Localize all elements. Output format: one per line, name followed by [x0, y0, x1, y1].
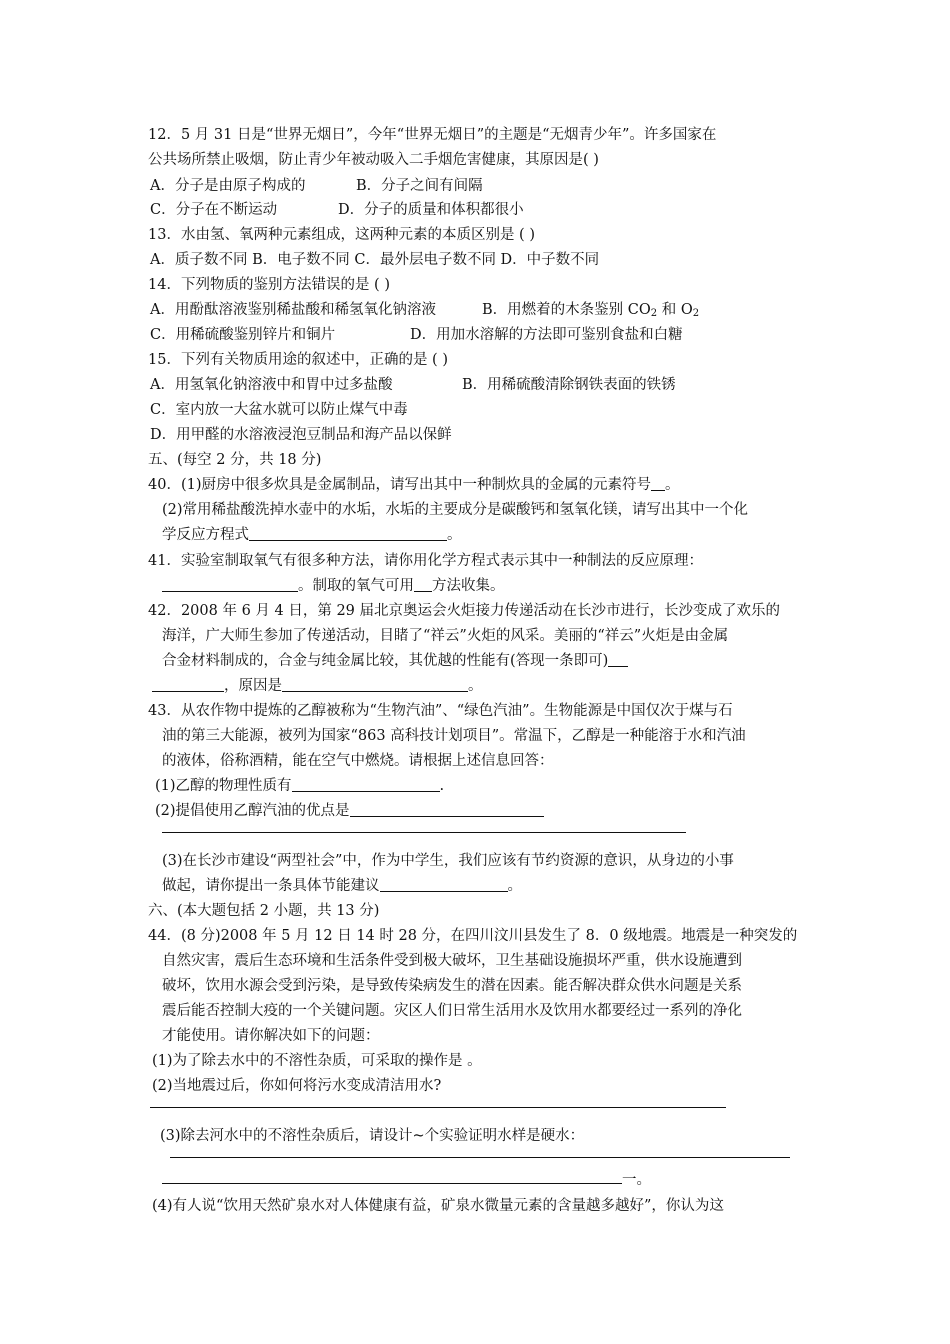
question-43-part-2-text: (2)提倡使用乙醇汽油的优点是	[155, 803, 350, 819]
question-44-part-1: (1)为了除去水中的不溶性杂质，可采取的操作是 。	[152, 1053, 482, 1069]
question-43-line-2: 油的第三大能源，被列为国家“863 高科技计划项目”。常温下，乙醇是一种能溶于水和汽油	[162, 728, 746, 744]
question-44-line-1: 44．(8 分)2008 年 5 月 12 日 14 时 28 分，在四川汶川县发生了 8．0 级地震。地震是一种突发的	[148, 928, 798, 944]
question-15-option-b: B．用稀硫酸清除钢铁表面的铁锈	[462, 377, 676, 393]
question-12-option-d: D．分子的质量和体积都很小	[338, 202, 524, 218]
question-40-part-2-line-2	[162, 525, 462, 545]
question-43-part-1-end: .	[439, 778, 445, 794]
question-14-option-b-text: B．用燃着的木条鉴别 CO	[482, 302, 651, 318]
co2-subscript: 2	[650, 308, 658, 319]
question-44-part-2: (2)当地震过后，你如何将污水变成清洁用水?	[152, 1078, 442, 1094]
question-12-option-a: A．分子是由原子构成的	[150, 178, 306, 194]
question-15-option-a: A．用氢氧化钠溶液中和胃中过多盐酸	[150, 377, 393, 393]
question-15-line-1: 15．下列有关物质用途的叙述中，正确的是 ( )	[148, 352, 448, 368]
question-41-end: 方法收集。	[432, 578, 505, 594]
answer-blank[interactable]	[350, 801, 544, 817]
question-41-line-2	[162, 576, 505, 596]
answer-blank[interactable]	[608, 651, 628, 667]
question-42-line-4-end: 。	[468, 678, 483, 694]
question-42-line-3	[162, 651, 628, 671]
question-14-option-b-mid: 和 O	[657, 302, 693, 318]
question-44-line-5: 才能使用。请你解决如下的问题：	[162, 1028, 380, 1044]
answer-blank[interactable]	[380, 876, 508, 892]
question-40-part-2-end: 。	[447, 527, 462, 543]
question-44-part-3: (3)除去河水中的不溶性杂质后，请设计~个实验证明水样是硬水：	[160, 1128, 585, 1144]
question-40-part-2-line-1: (2)常用稀盐酸洗掉水壶中的水垢，水垢的主要成分是碳酸钙和氢氧化镁，请写出其中一个化	[162, 502, 749, 518]
question-43-line-3: 的液体，俗称酒精，能在空气中燃烧。请根据上述信息回答：	[162, 753, 554, 769]
question-43-part-1-text: (1)乙醇的物理性质有	[155, 778, 292, 794]
question-44-line-2: 自然灾害，震后生态环境和生活条件受到极大破坏，卫生基础设施损坏严重，供水设施遭到	[162, 953, 742, 969]
question-42-line-4	[152, 676, 483, 696]
o2-subscript: 2	[692, 308, 700, 319]
answer-blank[interactable]	[162, 576, 298, 592]
question-15-option-c: C．室内放一大盆水就可以防止煤气中毒	[150, 402, 408, 418]
question-43-line-1: 43．从农作物中提炼的乙醇被称为“生物汽油”、“绿色汽油”。生物能源是中国仅次于煤与石	[148, 703, 733, 719]
answer-blank[interactable]	[152, 676, 224, 692]
question-41-text: 。制取的氧气可用	[298, 578, 414, 594]
question-13-options: A．质子数不同 B．电子数不同 C．最外层电子数不同 D．中子数不同	[150, 252, 600, 268]
question-43-part-3-line-2	[162, 876, 522, 896]
answer-line[interactable]	[150, 1107, 726, 1108]
question-12-option-c: C．分子在不断运动	[150, 202, 278, 218]
question-13-line-1: 13．水由氢、氧两种元素组成，这两种元素的本质区别是 ( )	[148, 227, 535, 243]
question-14-option-b	[482, 300, 699, 320]
question-44-part-4: (4)有人说“饮用天然矿泉水对人体健康有益，矿泉水微量元素的含量越多越好”，你认为这	[152, 1198, 724, 1214]
question-44-line-3: 破坏，饮用水源会受到污染，是导致传染病发生的潜在因素。能否解决群众供水问题是关系	[162, 978, 742, 994]
question-42-line-3-text: 合金材料制成的，合金与纯金属比较，其优越的性能有(答现一条即可)	[162, 653, 609, 669]
question-44-part-3-end: 一。	[622, 1172, 651, 1188]
answer-line[interactable]	[170, 1157, 790, 1158]
question-40-part-1-end: 。	[665, 477, 680, 493]
question-43-part-3-line-1: (3)在长沙市建设“两型社会”中，作为中学生，我们应该有节约资源的意识，从身边的小事	[162, 853, 734, 869]
answer-blank[interactable]	[414, 576, 432, 592]
question-43-part-1	[155, 776, 444, 796]
question-12-line-1: 12．5 月 31 日是“世界无烟日”，今年“世界无烟日”的主题是“无烟青少年”。许多国家在	[148, 127, 717, 143]
answer-line[interactable]	[162, 832, 686, 833]
question-14-option-a: A．用酚酞溶液鉴别稀盐酸和稀氢氧化钠溶液	[150, 302, 436, 318]
question-12-option-b: B．分子之间有间隔	[356, 178, 483, 194]
answer-blank[interactable]	[249, 525, 447, 541]
question-42-line-2: 海洋，广大师生参加了传递活动，目睹了“祥云”火炬的风采。美丽的“祥云”火炬是由金属	[162, 628, 729, 644]
section-5-heading-text: 五、(每空 2 分，共 18 分)	[148, 452, 322, 468]
question-41-line-1: 41．实验室制取氧气有很多种方法，请你用化学方程式表示其中一种制法的反应原理：	[148, 553, 703, 569]
question-42-line-1: 42．2008 年 6 月 4 日，第 29 届北京奥运会火炬接力传递活动在长沙市进行，长沙变成了欢乐的	[148, 603, 781, 619]
question-40-part-2-text: 学反应方程式	[162, 527, 249, 543]
question-14-option-d: D．用加水溶解的方法即可鉴别食盐和白糖	[410, 327, 683, 343]
answer-blank[interactable]	[292, 776, 440, 792]
question-14-option-c: C．用稀硫酸鉴别锌片和铜片	[150, 327, 336, 343]
question-42-line-4-text: ，原因是	[224, 678, 282, 694]
question-43-part-3-end: 。	[507, 878, 522, 894]
question-40-part-1-text: 40．(1)厨房中很多炊具是金属制品，请写出其中一种制炊具的金属的元素符号	[148, 477, 651, 493]
question-44-line-4: 震后能否控制大疫的一个关键问题。灾区人们日常生活用水及饮用水都要经过一系列的净化	[162, 1003, 742, 1019]
section-6-heading: 六、(本大题包括 2 小题，共 13 分)	[148, 903, 380, 919]
answer-blank[interactable]	[282, 676, 468, 692]
question-15-option-d: D．用甲醛的水溶液浸泡豆制品和海产品以保鲜	[150, 427, 452, 443]
question-43-part-3-text: 做起，请你提出一条具体节能建议	[162, 878, 380, 894]
question-14-line-1: 14．下列物质的鉴别方法错误的是 ( )	[148, 277, 390, 293]
question-43-part-2	[155, 801, 544, 821]
answer-blank[interactable]	[651, 475, 665, 491]
question-12-line-2: 公共场所禁止吸烟，防止青少年被动吸入二手烟危害健康，其原因是( )	[148, 152, 599, 168]
question-40-part-1	[148, 475, 680, 495]
answer-line[interactable]	[162, 1183, 622, 1184]
